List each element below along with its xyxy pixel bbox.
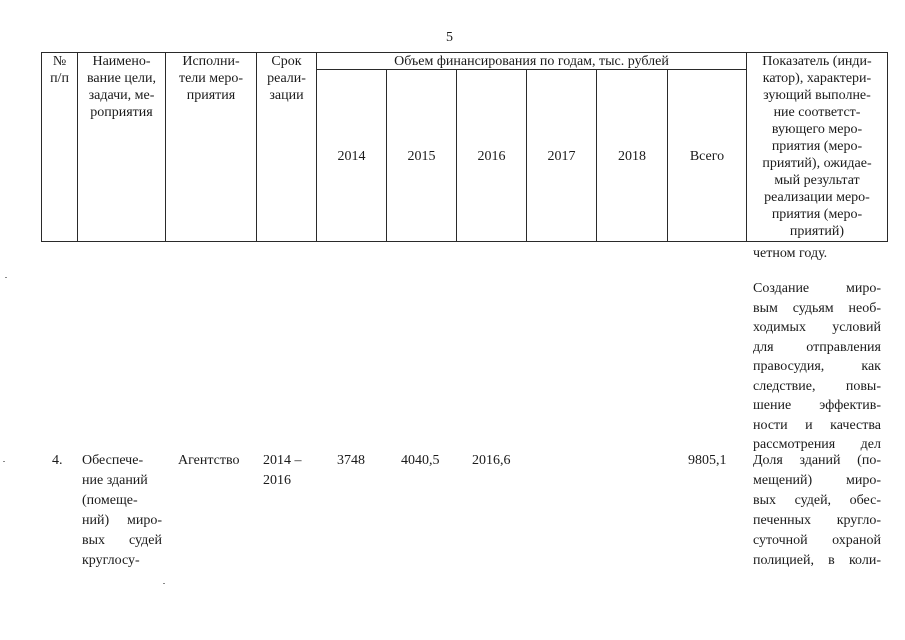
scan-speck [3, 461, 5, 462]
continuation-text-1: четном году. [753, 246, 828, 261]
header-year-2017: 2017 [547, 149, 576, 164]
header-term: Срок реали- зации [267, 54, 306, 103]
header-year-2014: 2014 [337, 149, 366, 164]
row4-executor: Агентство [178, 453, 240, 468]
continuation-text-2: Создание миро- вым судьям необ- ходимых условий для отправления правосудия, как следствие, повы- шение эффектив- ности и качества рассмотрения дел [753, 281, 881, 452]
header-executors: Исполни- тели меро- приятия [178, 54, 244, 103]
row4-value-2016: 2016,6 [472, 453, 511, 468]
header-indicator: Показатель (инди- катор), характери- зующий выполне- ние соответст- вующего меро- приятия (меро- приятий), ожидае- мый результат реализации меро- приятия (меро- приятий) [762, 54, 872, 239]
header-num: № п/п [50, 54, 69, 86]
page-number: 5 [446, 30, 453, 45]
header-name: Наимено- вание цели, задачи, ме- роприятия [86, 54, 157, 120]
header-year-2018: 2018 [618, 149, 646, 164]
row4-indicator: Доля зданий (по- мещений) миро- вых судей, обес- печенных кругло- суточной охраной полицией, в коли- [753, 453, 881, 568]
header-funding: Объем финансирования по годам, тыс. рублей [394, 54, 669, 69]
row4-value-2014: 3748 [337, 453, 365, 468]
scan-speck [5, 277, 7, 278]
row4-num: 4. [52, 453, 63, 468]
header-total: Всего [689, 149, 725, 164]
scan-speck [163, 583, 165, 584]
row4-total: 9805,1 [688, 453, 727, 468]
row4-name: Обеспече- ние зданий (помеще- ний) миро- вых судей круглосу- [82, 453, 162, 568]
header-year-2015: 2015 [407, 149, 436, 164]
row4-term: 2014 – 2016 [263, 453, 302, 488]
row4-value-2015: 4040,5 [401, 453, 440, 468]
header-year-2016: 2016 [477, 149, 506, 164]
